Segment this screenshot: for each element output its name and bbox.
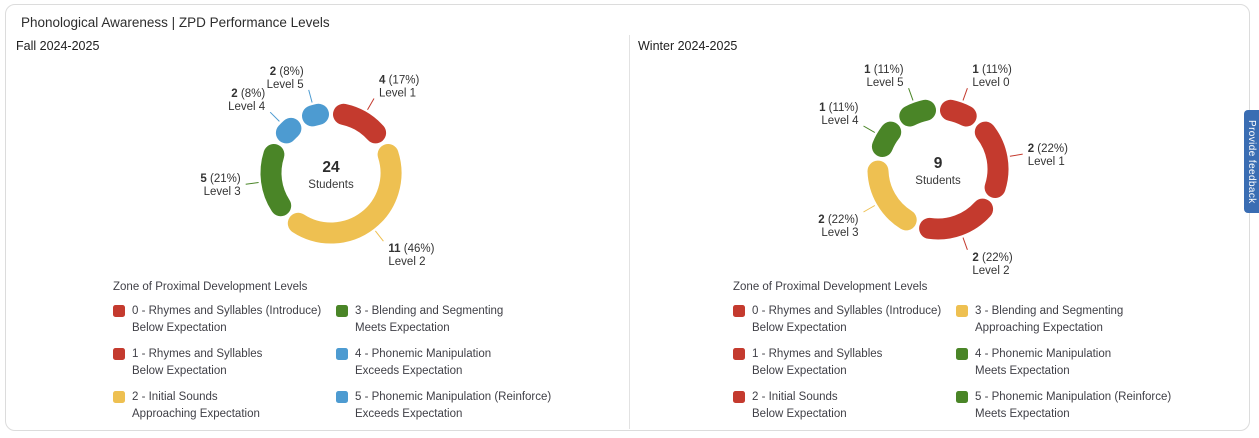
- legend-swatch: [956, 305, 968, 317]
- legend-item-label: 5 - Phonemic Manipulation (Reinforce) Meets Expectation: [975, 391, 1172, 420]
- legend-item: [956, 303, 1233, 337]
- legend-item: [336, 346, 613, 380]
- legend-fall: [113, 281, 613, 423]
- legend-item: [956, 389, 1233, 423]
- callout-leader: [309, 90, 312, 103]
- legend-swatch: [113, 305, 125, 317]
- donut-segment-level-2[interactable]: [298, 155, 391, 234]
- legend-item: [336, 389, 613, 423]
- callout-value: 11 (46%): [388, 243, 435, 256]
- legend-item: [113, 346, 336, 380]
- legend-item: [733, 389, 956, 423]
- legend-item-label: 4 - Phonemic Manipulation Exceeds Expectation: [355, 348, 492, 377]
- donut-chart-winter: [630, 55, 1250, 277]
- donut-segment-level-4[interactable]: [882, 132, 890, 146]
- callout-leader: [1010, 154, 1023, 156]
- legend-swatch: [733, 348, 745, 360]
- legend-swatch: [956, 391, 968, 403]
- legend-item: [336, 303, 613, 337]
- page-title: Phonological Awareness | ZPD Performance Levels: [21, 15, 330, 30]
- callout-level: Level 2: [972, 264, 1010, 277]
- callout-leader: [963, 88, 967, 100]
- donut-segment-level-1[interactable]: [344, 114, 376, 133]
- donut-segment-level-4[interactable]: [286, 128, 291, 133]
- callout-value: 5 (21%): [200, 173, 241, 186]
- callout-leader: [246, 183, 259, 185]
- legend-items: [113, 303, 613, 423]
- legend-item-label: 3 - Blending and Segmenting Meets Expectation: [355, 305, 504, 334]
- callout-leader: [375, 231, 383, 241]
- donut-segment-level-2[interactable]: [930, 209, 983, 229]
- legend-swatch: [336, 348, 348, 360]
- callout-leader: [864, 206, 875, 213]
- callout-level: Level 3: [821, 227, 859, 239]
- legend-item: [733, 303, 956, 337]
- panel-title-fall: Fall 2024-2025: [16, 39, 100, 53]
- legend-item-label: 4 - Phonemic Manipulation Meets Expectation: [975, 348, 1112, 377]
- donut-center-value: 9: [933, 155, 943, 172]
- callout-level: Level 2: [388, 256, 426, 269]
- callout-level: Level 0: [972, 77, 1010, 90]
- legend-item-label: 0 - Rhymes and Syllables (Introduce) Below Expectation: [132, 305, 322, 334]
- donut-center-value: 24: [322, 159, 340, 176]
- donut-center-label: Students: [308, 179, 354, 191]
- callout-leader: [909, 88, 913, 100]
- legend-swatch: [113, 391, 125, 403]
- callout-value: 1 (11%): [819, 102, 859, 114]
- donut-segment-level-3[interactable]: [271, 155, 281, 206]
- legend-item-label: 1 - Rhymes and Syllables Below Expectation: [132, 348, 263, 377]
- legend-swatch: [733, 391, 745, 403]
- legend-items: [733, 303, 1233, 423]
- report-card: [5, 4, 1250, 431]
- donut-segment-level-5[interactable]: [313, 114, 319, 116]
- callout-level: Level 3: [203, 186, 241, 199]
- legend-item-label: 5 - Phonemic Manipulation (Reinforce) Exceeds Expectation: [355, 391, 552, 420]
- callout-level: Level 5: [266, 78, 304, 91]
- panel-title-winter: Winter 2024-2025: [638, 39, 738, 53]
- legend-swatch: [956, 348, 968, 360]
- callout-leader: [963, 238, 967, 250]
- donut-segment-level-1[interactable]: [985, 132, 998, 187]
- callout-level: Level 5: [866, 77, 904, 90]
- callout-value: 1 (11%): [864, 64, 904, 77]
- legend-item: [113, 389, 336, 423]
- callout-leader: [864, 126, 875, 133]
- legend-item-label: 2 - Initial Sounds Below Expectation: [752, 391, 847, 420]
- legend-swatch: [733, 305, 745, 317]
- legend-heading: Zone of Proximal Development Levels: [733, 281, 928, 293]
- callout-value: 4 (17%): [379, 74, 420, 87]
- donut-center-label: Students: [915, 175, 961, 187]
- legend-item-label: 2 - Initial Sounds Approaching Expectation: [132, 391, 260, 420]
- callout-value: 1 (11%): [972, 64, 1012, 77]
- legend-swatch: [336, 391, 348, 403]
- callout-value: 2 (8%): [269, 65, 304, 78]
- provide-feedback-button[interactable]: Provide feedback: [1244, 110, 1259, 213]
- legend-item: [733, 346, 956, 380]
- callout-leader: [368, 99, 375, 110]
- donut-segment-level-5[interactable]: [910, 110, 926, 116]
- legend-item-label: 1 - Rhymes and Syllables Below Expectation: [752, 348, 883, 377]
- donut-segment-level-3[interactable]: [878, 171, 906, 220]
- callout-value: 2 (22%): [818, 214, 859, 226]
- legend-item: [956, 346, 1233, 380]
- callout-level: Level 1: [1027, 156, 1065, 169]
- legend-winter: [733, 281, 1233, 423]
- callout-level: Level 4: [228, 101, 266, 114]
- callout-value: 2 (8%): [231, 88, 266, 101]
- callout-level: Level 1: [379, 87, 417, 100]
- donut-segment-level-0[interactable]: [951, 110, 967, 116]
- legend-heading: Zone of Proximal Development Levels: [113, 281, 308, 293]
- callout-leader: [270, 112, 279, 121]
- legend-item: [113, 303, 336, 337]
- callout-level: Level 4: [821, 115, 859, 127]
- callout-value: 2 (22%): [1027, 143, 1068, 156]
- legend-item-label: 0 - Rhymes and Syllables (Introduce) Below Expectation: [752, 305, 942, 334]
- legend-swatch: [336, 305, 348, 317]
- callout-value: 2 (22%): [972, 251, 1013, 264]
- legend-swatch: [113, 348, 125, 360]
- legend-item-label: 3 - Blending and Segmenting Approaching Expectation: [975, 305, 1124, 334]
- donut-chart-fall: [6, 55, 629, 277]
